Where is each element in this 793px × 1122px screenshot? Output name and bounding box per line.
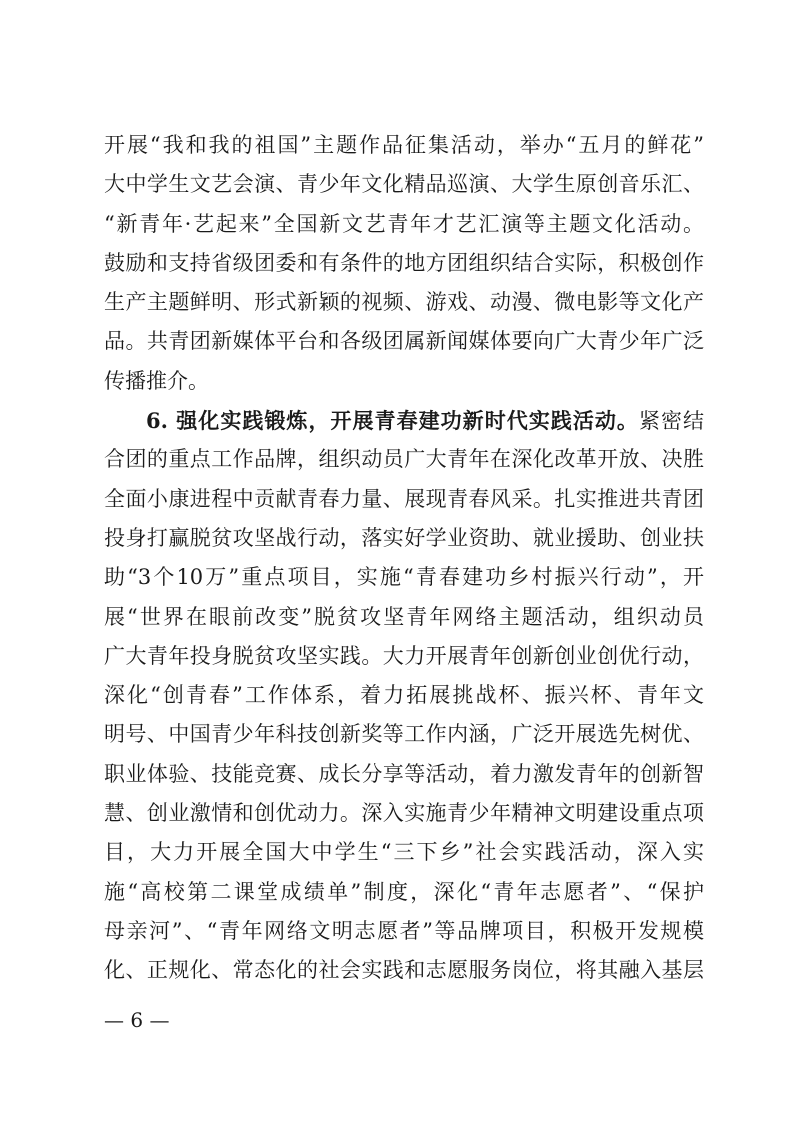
text-line: 职业体验、技能竞赛、成长分享等活动，着力激发青年的创新智 (104, 761, 704, 786)
text-line: 展“世界在眼前改变”脱贫攻坚青年网络主题活动，组织动员 (104, 604, 704, 629)
text-line: 大中学生文艺会演、青少年文化精品巡演、大学生原创音乐汇、 (104, 172, 704, 197)
section-heading: 6. 强化实践锻炼，开展青春建功新时代实践活动。 (146, 408, 639, 434)
text-line: 目，大力开展全国大中学生“三下乡”社会实践活动，深入实 (104, 840, 704, 865)
paragraph-1 (104, 126, 704, 401)
text-line: 开展“我和我的祖国”主题作品征集活动，举办“五月的鲜花” (104, 133, 704, 157)
paragraph-heading-line (104, 401, 704, 440)
text-line: “新青年·艺起来”全国新文艺青年才艺汇演等主题文化活动。 (104, 211, 704, 236)
text-line: 鼓励和支持省级团委和有条件的地方团组织结合实际，积极创作 (104, 250, 704, 275)
text-line: 广大青年投身脱贫攻坚实践。大力开展青年创新创业创优行动， (104, 643, 704, 668)
text-line: 品。共青团新媒体平台和各级团属新闻媒体要向广大青少年广泛 (104, 329, 704, 354)
page-number: — 6 — (104, 1008, 170, 1032)
text-line: 慧、创业激情和创优动力。深入实施青少年精神文明建设重点项 (104, 801, 704, 826)
text-line: 助“3个10万”重点项目，实施“青春建功乡村振兴行动”，开 (104, 565, 704, 590)
text-line: 明号、中国青少年科技创新奖等工作内涵，广泛开展选先树优、 (104, 722, 704, 747)
paragraph-2 (104, 401, 704, 990)
text-line: 传播推介。 (104, 368, 209, 393)
text-line: 深化“创青春”工作体系，着力拓展挑战杯、振兴杯、青年文 (104, 683, 704, 708)
text-line: 施“高校第二课堂成绩单”制度，深化“青年志愿者”、“保护 (104, 879, 704, 904)
document-body (104, 126, 704, 991)
text-line: 母亲河”、“青年网络文明志愿者”等品牌项目，积极开发规模 (104, 918, 704, 943)
text-line: 投身打赢脱贫攻坚战行动，落实好学业资助、就业援助、创业扶 (104, 525, 704, 550)
text-line: 化、正规化、常态化的社会实践和志愿服务岗位，将其融入基层 (104, 958, 704, 983)
text-line: 全面小康进程中贡献青春力量、展现青春风采。扎实推进共青团 (104, 486, 704, 511)
text-line: 合团的重点工作品牌，组织动员广大青年在深化改革开放、决胜 (104, 447, 704, 472)
heading-line-rest: 紧密结 (638, 409, 705, 434)
text-line: 生产主题鲜明、形式新颖的视频、游戏、动漫、微电影等文化产 (104, 290, 704, 315)
